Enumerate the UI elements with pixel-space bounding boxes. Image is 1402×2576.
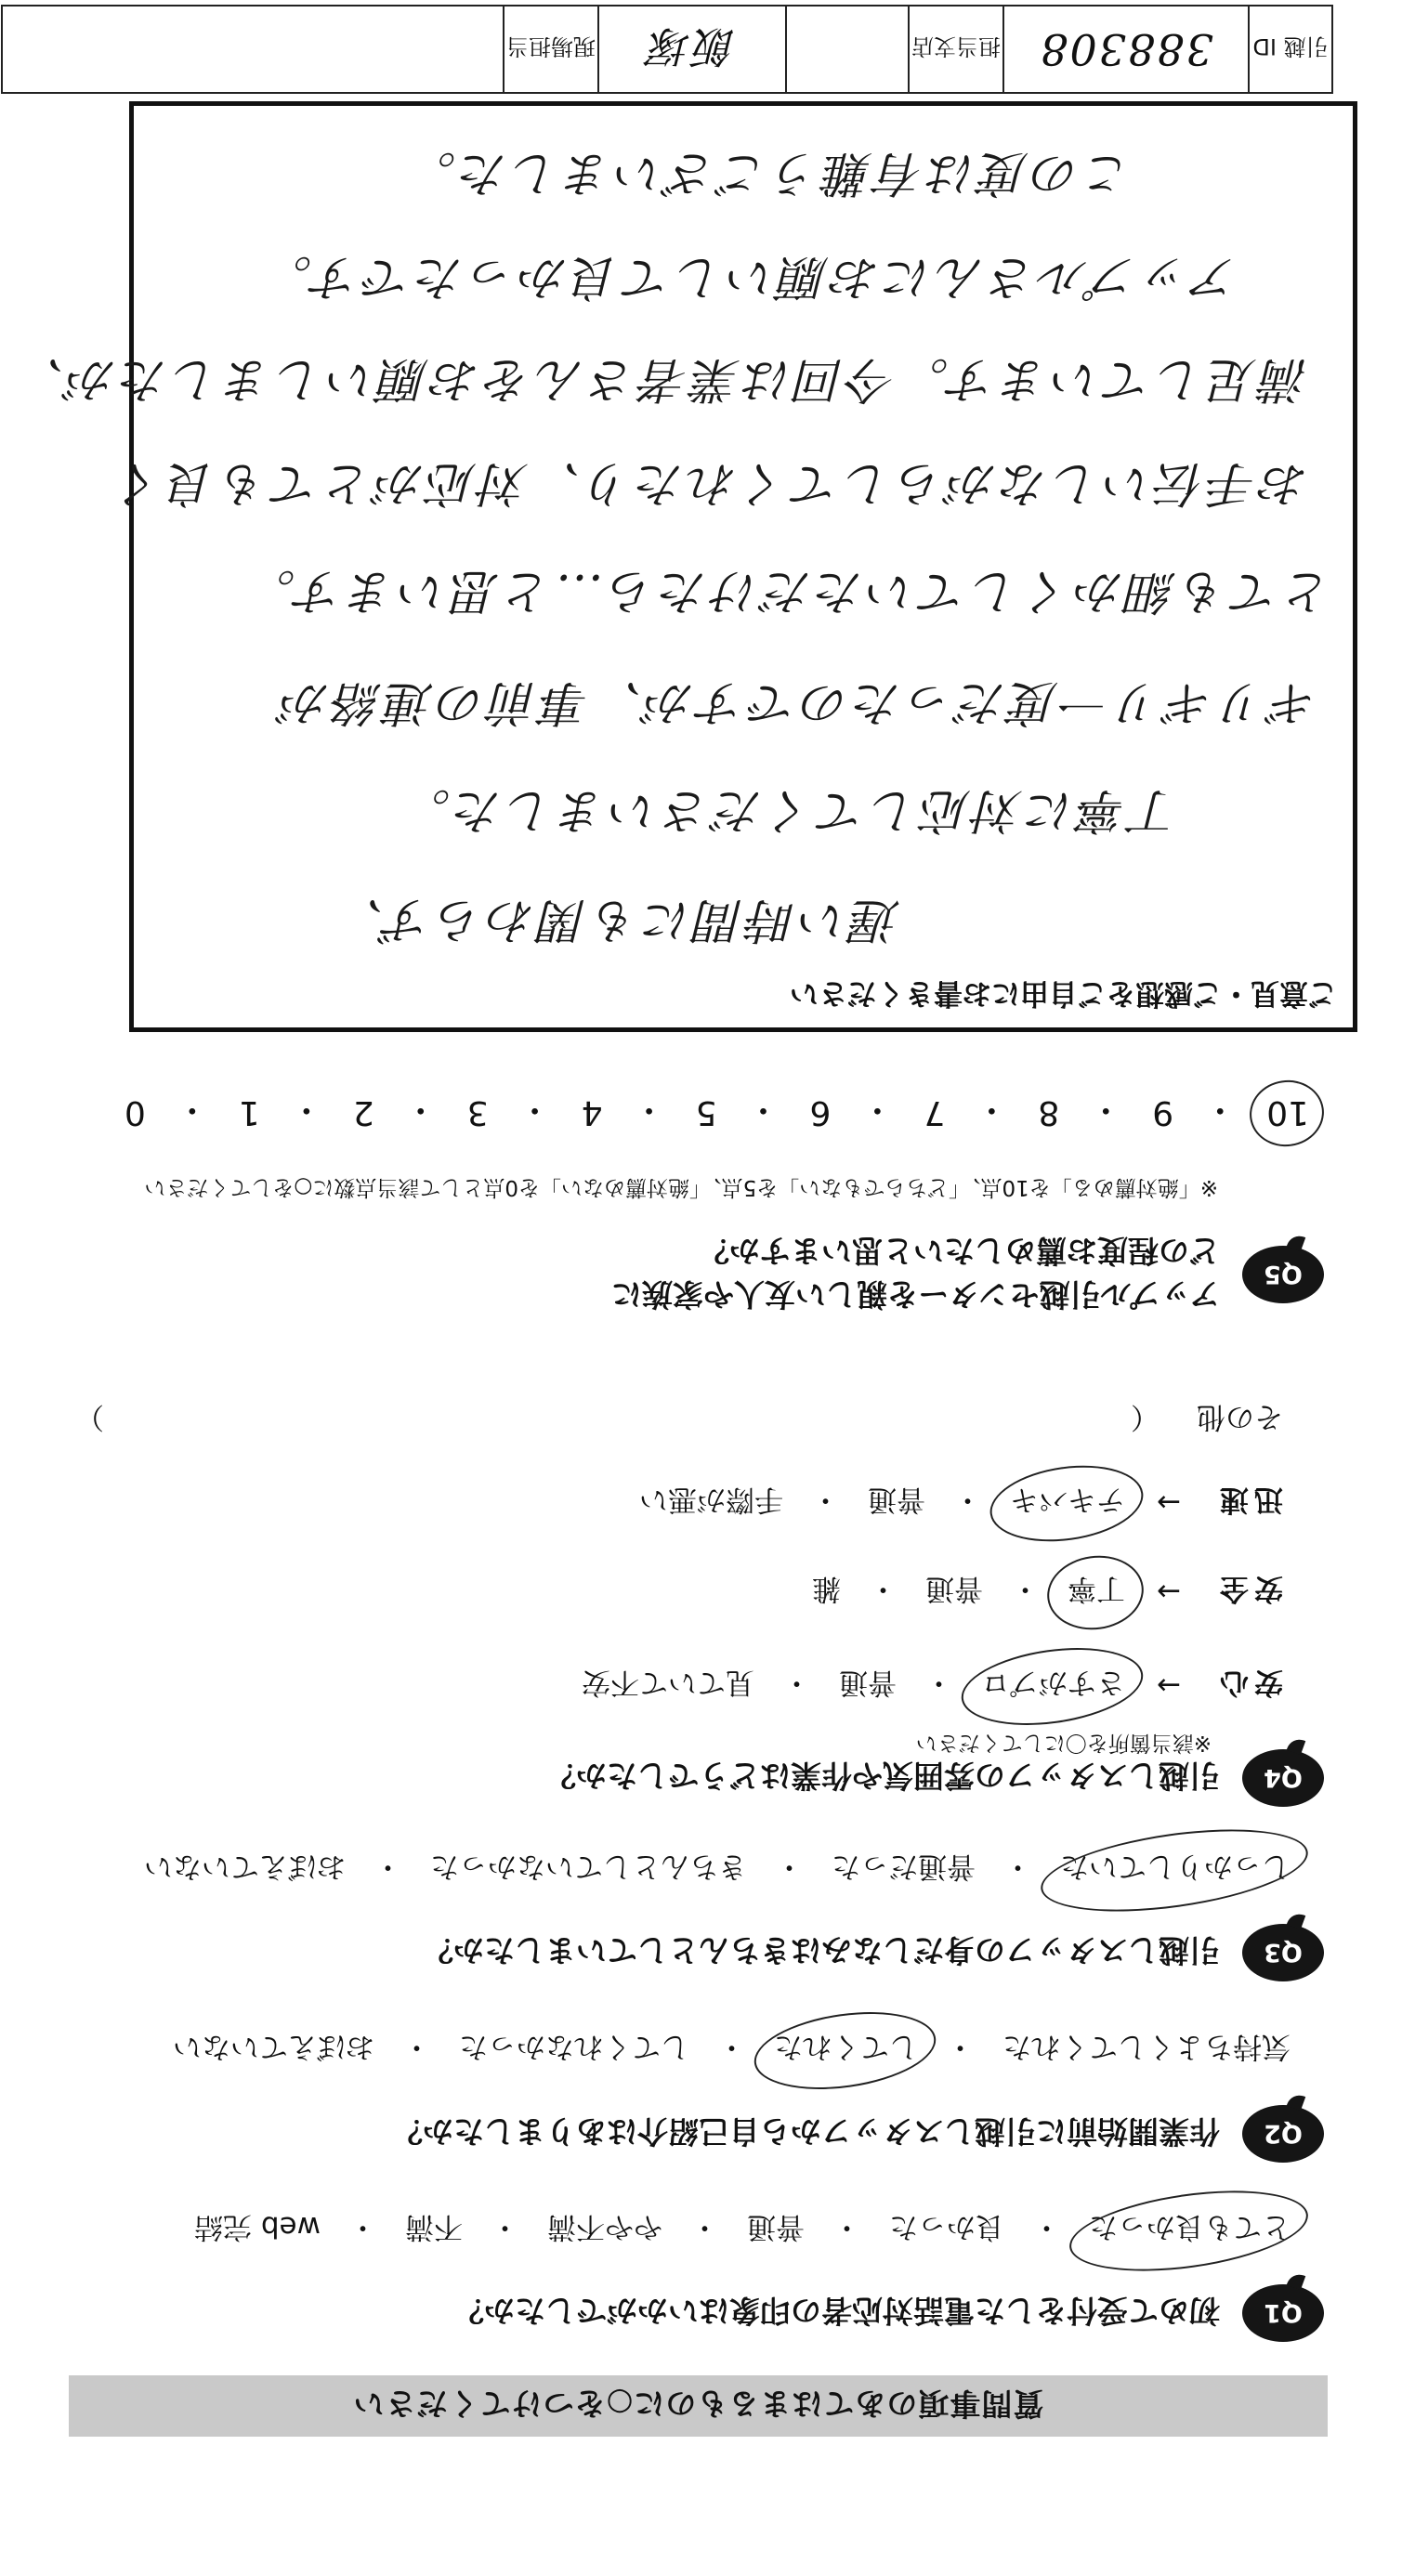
- comment-line-7: アップルさんにお願いして良かったです。: [259, 249, 1239, 305]
- q5-score-10[interactable]: 10: [1266, 1093, 1309, 1131]
- q4-question: 引越しスタッフの雰囲気や作業はどうでしたか？: [545, 1758, 1220, 1795]
- q5-score-3[interactable]: 3: [466, 1093, 489, 1131]
- instruction-banner: 質問事項のあてはまるものに○をつけてください: [69, 2375, 1328, 2437]
- q4-label-safety: 安全: [1214, 1572, 1283, 1605]
- q2-option-did[interactable]: してくれた: [770, 2027, 922, 2073]
- comment-line-6: 満足しています。今回は業者さんをお願いしましたが、: [12, 351, 1309, 407]
- q3-option-dont-remember[interactable]: おぼえていない: [144, 1850, 346, 1883]
- q5-note: ※「絶対薦める」を10点、「どちらでもない」を5点、「絶対薦めない」を0点として該当点数に○をしてください: [144, 1175, 1218, 1199]
- q3-question: 引越しスタッフの身だしなみはきちんとしていましたか？: [423, 1932, 1220, 1969]
- branch-label: 担当支店: [908, 7, 1002, 92]
- q1-option-dissatisfied[interactable]: 不満: [405, 2210, 463, 2243]
- leader-value: 飯塚: [597, 7, 785, 92]
- q1-question: 初めて受付をした電話対応者の印象はいかがでしたか？: [453, 2293, 1220, 2330]
- q4-other-label: その他: [1197, 1400, 1283, 1433]
- comment-line-4: とても細かくしていただけたら…と思います。: [243, 563, 1332, 619]
- staff-info-table: [1, 5, 1333, 94]
- q1-badge: Q1: [1242, 2284, 1324, 2342]
- q2-option-did-not[interactable]: してくれなかった: [459, 2030, 689, 2063]
- q5-badge: Q5: [1242, 1246, 1324, 1303]
- q4-reassurance-normal[interactable]: 普通: [839, 1666, 898, 1699]
- q5-question-line2: どの程度お薦めしたいと思いますか？: [699, 1233, 1220, 1269]
- comment-line-5: お手伝いしながらしてくれたり、対応がとても良く: [111, 455, 1309, 511]
- q1-option-web[interactable]: web 完結: [194, 2210, 321, 2243]
- q5-score-0[interactable]: 0: [124, 1093, 146, 1131]
- q2-question-row: [392, 2105, 1324, 2163]
- q4-speed-brisk[interactable]: テキパキ: [1006, 1480, 1129, 1525]
- q5-scale: 10 ・ 9 ・ 8 ・ 7 ・ 6 ・ 5 ・ 4 ・ 3 ・ 2 ・ 1 ・ 0: [124, 1091, 1309, 1131]
- branch-value: [785, 7, 908, 92]
- q4-row-speed: 迅速 → テキパキ ・ 普通 ・ 手際が悪い: [635, 1480, 1283, 1525]
- arrow-icon: →: [1157, 1485, 1181, 1520]
- extra-value: [3, 7, 503, 92]
- q1-options: とても良かった ・ 良かった ・ 普通 ・ やや不満 ・ 不満 ・ web 完結: [190, 2207, 1294, 2253]
- q2-option-dont-remember[interactable]: おぼえていない: [173, 2030, 374, 2063]
- q1-option-somewhat-dissatisfied[interactable]: やや不満: [547, 2210, 662, 2243]
- q4-other-close: ）: [75, 1400, 104, 1433]
- q5-score-9[interactable]: 9: [1152, 1093, 1174, 1131]
- q4-row-safety: 安全 → 丁寧 ・ 普通 ・ 雑: [808, 1569, 1283, 1615]
- q4-row-reassurance: 安心 → さすがプロ ・ 普通 ・ 見ていて不安: [578, 1663, 1283, 1708]
- q4-label-speed: 迅速: [1214, 1483, 1283, 1516]
- q1-question-row: [453, 2284, 1324, 2342]
- move-id-value: 388308: [1002, 7, 1248, 92]
- q4-badge: Q4: [1242, 1749, 1324, 1807]
- comment-line-3: ギリギリ一度だったのですが、事前の連絡が: [277, 674, 1318, 730]
- q5-question-row: [611, 1231, 1324, 1318]
- q3-badge: Q3: [1242, 1924, 1324, 1981]
- q5-question-line1: アップル引越センターを親しい友人や家族に: [610, 1276, 1220, 1313]
- q5-score-1[interactable]: 1: [238, 1093, 260, 1131]
- q3-option-neat[interactable]: しっかりしていた: [1056, 1847, 1294, 1892]
- q5-score-4[interactable]: 4: [581, 1093, 603, 1131]
- comment-line-1: 遅い時間にも関わらず、: [332, 892, 900, 948]
- arrow-icon: →: [1157, 1575, 1181, 1609]
- move-id-label: 引越 ID: [1248, 7, 1331, 92]
- q4-speed-clumsy[interactable]: 手際が悪い: [639, 1483, 784, 1516]
- q3-question-row: [423, 1924, 1324, 1981]
- q4-note: ※該当箇所を〇にしてください: [915, 1731, 1212, 1755]
- q3-option-not-neat[interactable]: きちんとしていなかった: [430, 1850, 747, 1883]
- q2-option-pleasant[interactable]: 気持ちよくしてくれた: [1002, 2030, 1291, 2063]
- q4-speed-normal[interactable]: 普通: [868, 1483, 926, 1516]
- q2-badge: Q2: [1242, 2105, 1324, 2163]
- q5-score-6[interactable]: 6: [809, 1093, 832, 1131]
- q4-safety-normal[interactable]: 普通: [925, 1572, 984, 1605]
- q4-safety-careful[interactable]: 丁寧: [1064, 1569, 1129, 1615]
- q1-option-good[interactable]: 良かった: [889, 2210, 1004, 2243]
- leader-label: 現場担当: [503, 7, 597, 92]
- q3-options: しっかりしていた ・ 普通だった ・ きちんとしていなかった ・ おぼえていない: [140, 1847, 1294, 1892]
- q4-reassurance-pro[interactable]: さすがプロ: [977, 1663, 1129, 1708]
- q1-option-very-good[interactable]: とても良かった: [1085, 2207, 1294, 2253]
- q4-label-reassurance: 安心: [1214, 1666, 1283, 1699]
- q5-score-8[interactable]: 8: [1038, 1093, 1060, 1131]
- q4-row-other: [75, 1399, 1283, 1441]
- comment-line-2: 丁寧に対応してくださいました。: [398, 782, 1179, 838]
- arrow-icon: →: [1157, 1668, 1181, 1703]
- q2-question: 作業開始前に引越しスタッフから自己紹介はありましたか？: [392, 2113, 1220, 2151]
- q4-safety-rough[interactable]: 雑: [812, 1572, 842, 1605]
- q1-option-normal[interactable]: 普通: [747, 2210, 805, 2243]
- comment-box-title: ご意見・ご感想をご自由にお書きください: [790, 976, 1337, 1010]
- comment-line-8: この度は有難うございました。: [403, 145, 1133, 201]
- q5-score-7[interactable]: 7: [924, 1093, 946, 1131]
- q4-reassurance-anxious[interactable]: 見ていて不安: [582, 1666, 755, 1699]
- q3-option-normal[interactable]: 普通だった: [832, 1850, 976, 1883]
- q2-options: 気持ちよくしてくれた ・ してくれた ・ してくれなかった ・ おぼえていない: [169, 2027, 1294, 2073]
- q4-other-open: （: [1131, 1400, 1160, 1433]
- q5-score-2[interactable]: 2: [352, 1093, 374, 1131]
- q5-score-5[interactable]: 5: [695, 1093, 717, 1131]
